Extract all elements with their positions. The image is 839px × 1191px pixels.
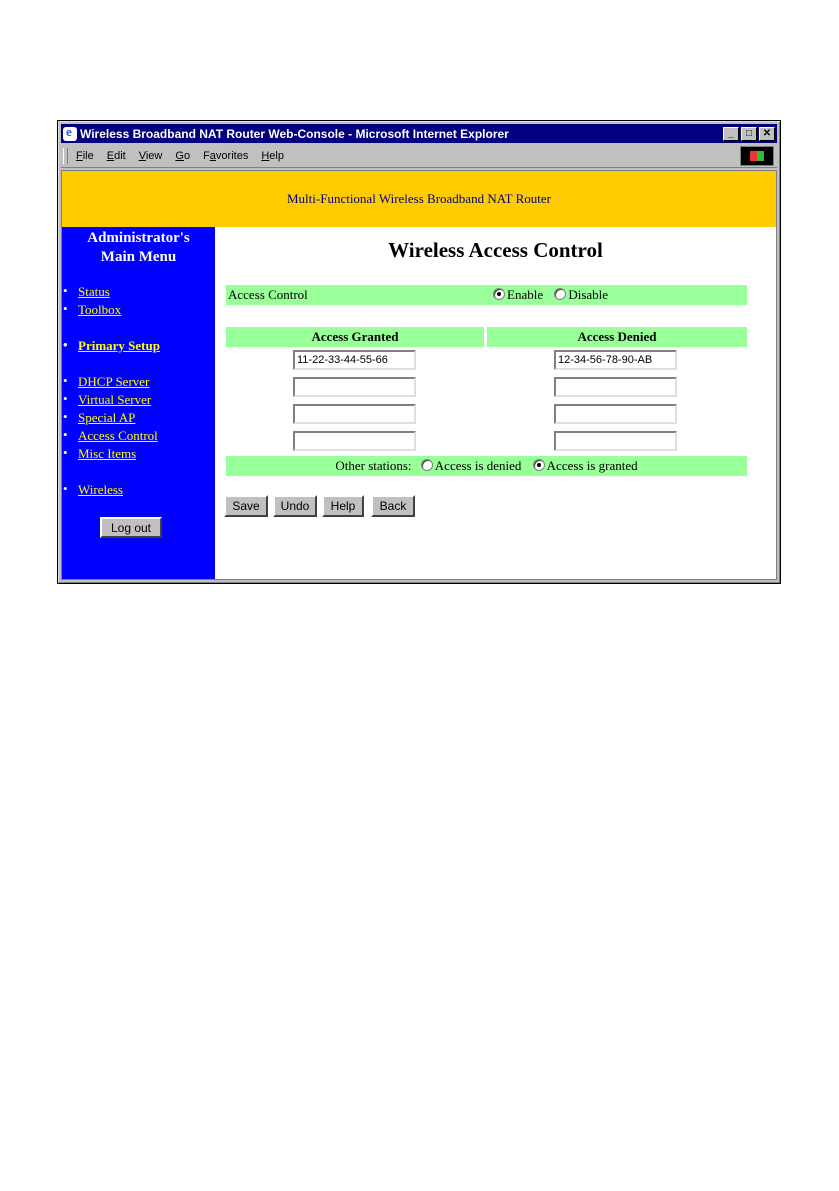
menu-bar xyxy=(61,145,777,168)
sidebar-item-special-ap[interactable]: • Special AP xyxy=(62,409,158,427)
minimize-button[interactable]: _ xyxy=(723,127,739,141)
close-button[interactable]: ✕ xyxy=(759,127,775,141)
menu-file[interactable]: File xyxy=(76,150,94,162)
sidebar-item-misc-items[interactable]: • Misc Items xyxy=(62,445,158,463)
access-control-label: Access Control xyxy=(228,287,308,302)
granted-mac-1[interactable]: 11-22-33-44-55-66 xyxy=(293,350,416,370)
other-stations-row xyxy=(226,456,747,476)
toolbar-grip[interactable] xyxy=(63,148,68,164)
browser-window xyxy=(57,120,781,584)
window-title: Wireless Broadband NAT Router Web-Console - Microsoft Internet Explorer xyxy=(80,126,509,141)
back-button[interactable]: Back xyxy=(371,495,415,517)
granted-header: Access Granted xyxy=(226,327,484,347)
sidebar xyxy=(62,227,215,579)
sidebar-heading: Administrator's Main Menu xyxy=(87,230,190,265)
sidebar-item-dhcp-server[interactable]: • DHCP Server xyxy=(62,373,158,391)
page-banner: Multi-Functional Wireless Broadband NAT Router xyxy=(62,171,776,227)
menu-go[interactable]: Go xyxy=(175,150,191,162)
disable-option[interactable]: Disable xyxy=(554,287,608,302)
other-granted-option[interactable]: Access is granted xyxy=(533,458,638,473)
sidebar-group-1 xyxy=(62,283,121,319)
main-content xyxy=(215,227,776,579)
sidebar-item-status[interactable]: • Status xyxy=(62,283,121,301)
sidebar-item-wireless[interactable]: • Wireless xyxy=(62,481,123,499)
enable-option[interactable]: Enable xyxy=(493,287,543,302)
granted-mac-3[interactable] xyxy=(293,404,416,424)
enable-radio[interactable] xyxy=(493,288,505,300)
save-button[interactable]: Save xyxy=(224,495,268,517)
maximize-button[interactable]: □ xyxy=(741,127,757,141)
granted-mac-4[interactable] xyxy=(293,431,416,451)
sidebar-item-virtual-server[interactable]: • Virtual Server xyxy=(62,391,158,409)
sidebar-group-4 xyxy=(62,481,123,499)
denied-mac-3[interactable] xyxy=(554,404,677,424)
page-viewport xyxy=(61,170,777,580)
menu-help[interactable]: Help xyxy=(261,150,284,162)
menu-favorites[interactable]: Favorites xyxy=(203,150,249,162)
denied-header: Access Denied xyxy=(487,327,747,347)
access-control-row xyxy=(226,285,747,305)
denied-mac-4[interactable] xyxy=(554,431,677,451)
sidebar-group-2 xyxy=(62,337,160,355)
undo-button[interactable]: Undo xyxy=(273,495,317,517)
menu-view[interactable]: View xyxy=(138,150,163,162)
logout-button[interactable]: Log out xyxy=(100,517,162,538)
page-title: Wireless Access Control xyxy=(388,238,603,262)
granted-mac-2[interactable] xyxy=(293,377,416,397)
other-denied-option[interactable]: Access is denied xyxy=(421,458,522,473)
denied-mac-1[interactable]: 12-34-56-78-90-AB xyxy=(554,350,677,370)
other-granted-radio[interactable] xyxy=(533,459,545,471)
disable-radio[interactable] xyxy=(554,288,566,300)
title-bar[interactable] xyxy=(61,124,777,143)
denied-mac-2[interactable] xyxy=(554,377,677,397)
other-stations-label: Other stations: xyxy=(335,458,412,473)
internet-explorer-icon xyxy=(63,127,77,141)
sidebar-item-primary-setup[interactable]: • Primary Setup xyxy=(62,337,160,355)
help-button[interactable]: Help xyxy=(322,495,364,517)
menu-edit[interactable]: Edit xyxy=(106,150,126,162)
windows-logo-icon xyxy=(740,146,774,166)
sidebar-item-toolbox[interactable]: • Toolbox xyxy=(62,301,121,319)
sidebar-group-3 xyxy=(62,373,158,463)
sidebar-item-access-control[interactable]: • Access Control xyxy=(62,427,158,445)
access-control-options xyxy=(487,285,747,305)
other-denied-radio[interactable] xyxy=(421,459,433,471)
